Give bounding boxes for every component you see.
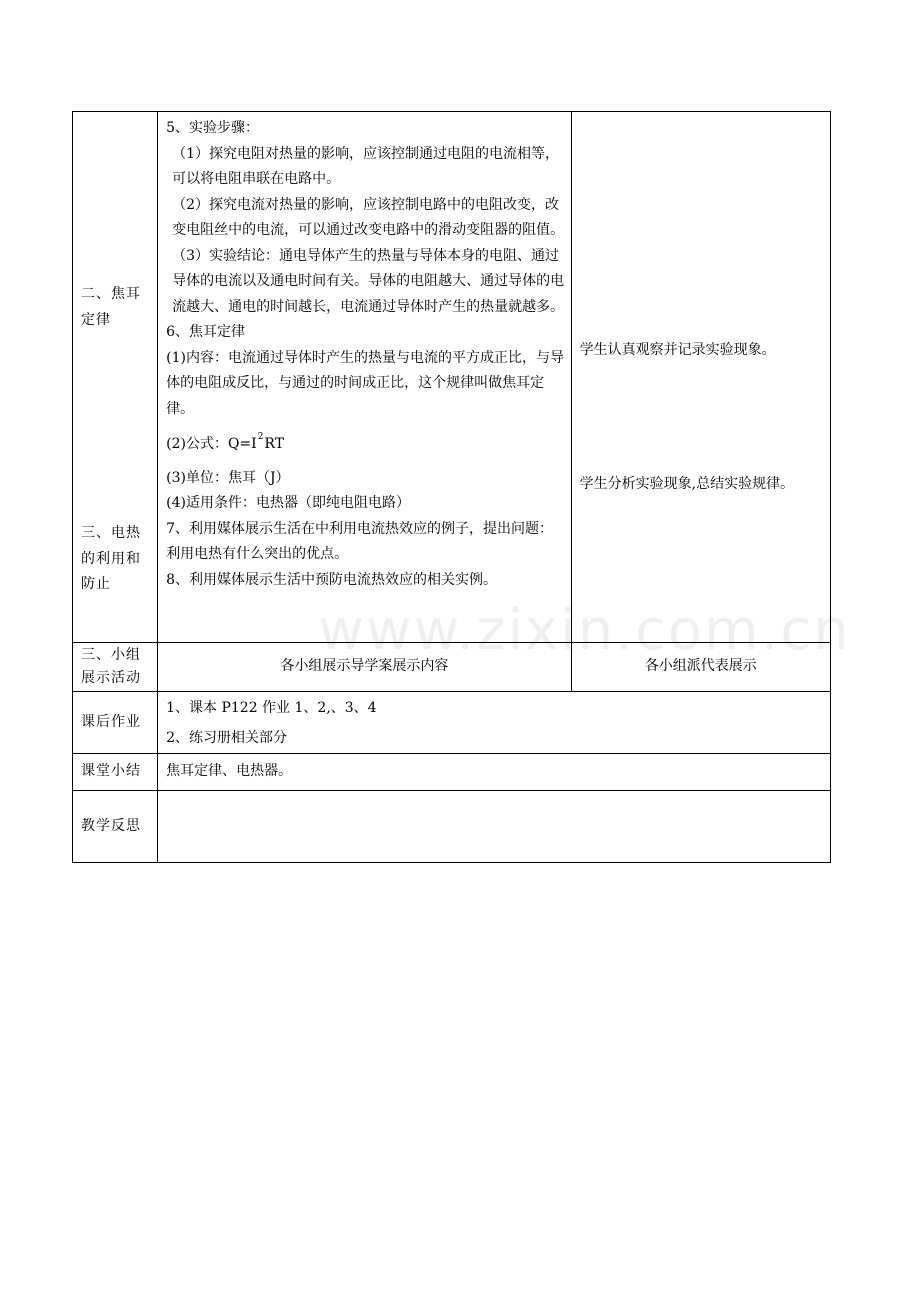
homework-content bbox=[158, 692, 831, 754]
label-summary: 课堂小结 bbox=[73, 754, 158, 791]
item-8: 8、利用媒体展示生活中预防电流热效应的相关实例。 bbox=[166, 571, 498, 588]
step-2: （2）探究电流对热量的影响，应该控制电路中的电阻改变，改变电阻丝中的电流，可以通过改变电路中的滑动变阻器的阻值。 bbox=[172, 196, 565, 238]
unit: (3)单位：焦耳（J） bbox=[166, 469, 290, 486]
group-student: 各小组派代表展示 bbox=[571, 643, 830, 692]
label-cell-joule bbox=[73, 112, 158, 643]
table-row-homework bbox=[73, 692, 831, 754]
watermark: www.zixin.com.cn bbox=[318, 598, 851, 663]
lesson-plan-table bbox=[72, 111, 831, 863]
table-row-group bbox=[73, 643, 831, 692]
condition: (4)适用条件：电热器（即纯电阻电路） bbox=[166, 495, 410, 511]
formula bbox=[166, 432, 565, 460]
lesson-plan-page bbox=[72, 111, 831, 863]
group-content: 各小组展示导学案展示内容 bbox=[158, 643, 572, 692]
step-3: （3）实验结论：通电导体产生的热量与导体本身的电阻、通过导体的电流以及通电时间有关。导体的电阻越大、通过导体的电流越大、通电的时间越长，电流通过导体时产生的热量就越多。 bbox=[172, 247, 565, 315]
label-heat-use: 三、电热的利用和防止 bbox=[81, 525, 141, 592]
student-activity-observe: 学生认真观察并记录实验现象。 bbox=[579, 342, 776, 358]
student-cell-joule bbox=[571, 112, 830, 643]
formula-exponent: 2 bbox=[257, 432, 264, 442]
formula-prefix: (2)公式：Q=I bbox=[166, 436, 257, 452]
table-row-summary bbox=[73, 754, 831, 791]
student-activity-analyze: 学生分析实验现象,总结实验规律。 bbox=[579, 476, 795, 492]
summary-content: 焦耳定律、电热器。 bbox=[158, 754, 831, 791]
steps-title: 5、实验步骤： bbox=[166, 120, 260, 136]
label-homework: 课后作业 bbox=[73, 692, 158, 754]
law-content: (1)内容：电流通过导体时产生的热量与电流的平方成正比，与导体的电阻成反比，与通过的时间成正比，这个规律叫做焦耳定律。 bbox=[166, 349, 564, 417]
table-row-joule-law bbox=[73, 112, 831, 643]
homework-line-1: 1、课本 P122 作业 1、2,、3、4 bbox=[166, 700, 377, 716]
label-group: 三、小组展示活动 bbox=[73, 643, 158, 692]
homework-line-2: 2、练习册相关部分 bbox=[166, 729, 288, 746]
step-1: （1）探究电阻对热量的影响，应该控制通过电阻的电流相等，可以将电阻串联在电路中。 bbox=[172, 145, 560, 187]
label-joule-law: 二、焦耳定律 bbox=[81, 286, 141, 328]
reflection-content bbox=[158, 791, 831, 863]
content-cell-joule bbox=[158, 112, 572, 643]
law-title: 6、焦耳定律 bbox=[166, 324, 246, 340]
label-reflection: 教学反思 bbox=[73, 791, 158, 863]
formula-suffix: RT bbox=[264, 436, 285, 452]
item-7: 7、利用媒体展示生活在中利用电流热效应的例子，提出问题：利用电热有什么突出的优点。 bbox=[166, 520, 554, 562]
table-row-reflection bbox=[73, 791, 831, 863]
